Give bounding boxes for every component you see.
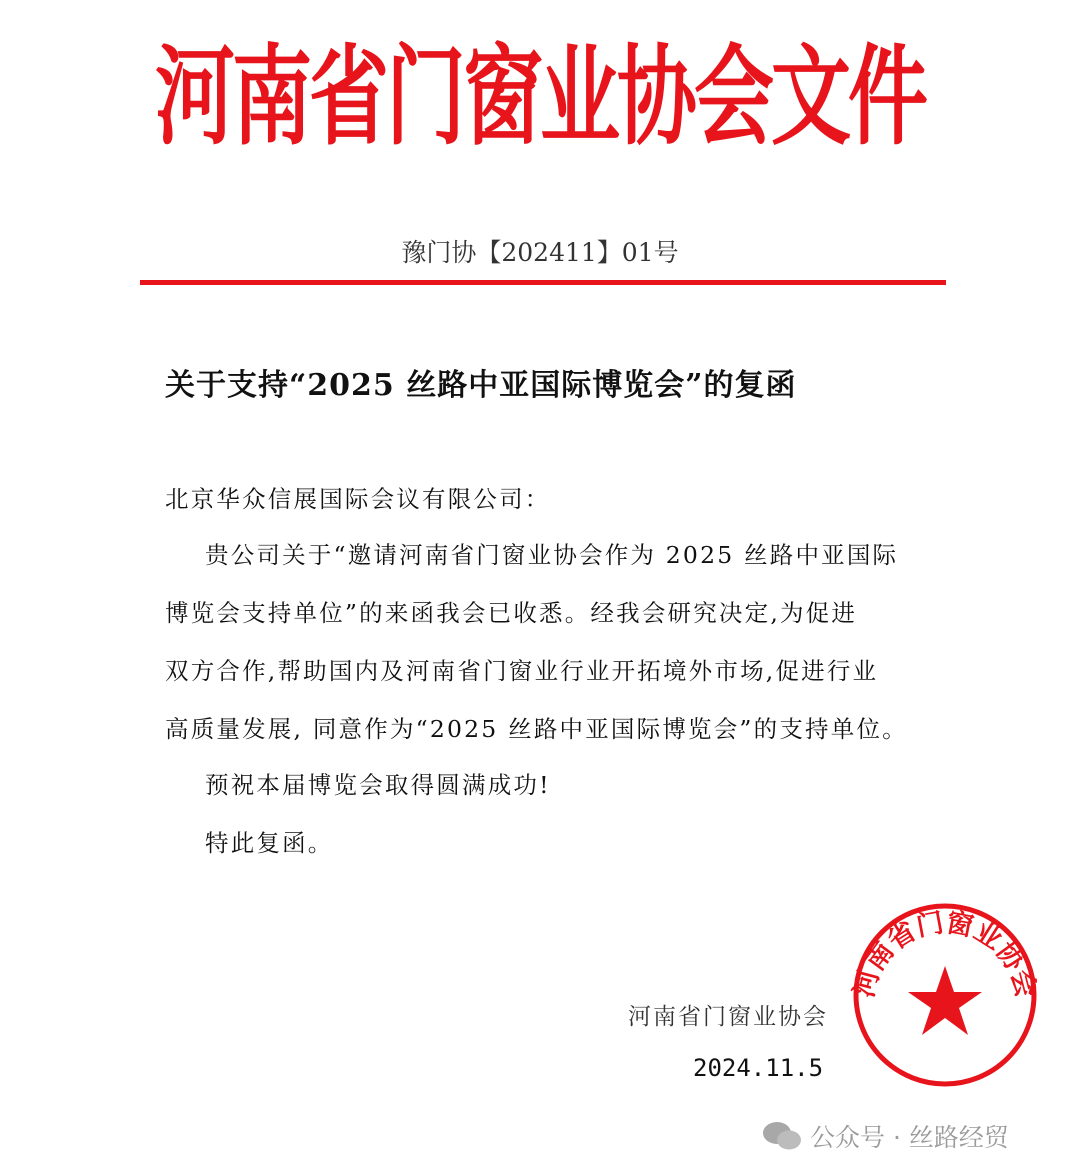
- signature-date: 2024.11.5: [693, 1054, 824, 1082]
- addressee: 北京华众信展国际会议有限公司：: [165, 485, 551, 513]
- signature-organization: 河南省门窗业协会: [628, 1004, 828, 1030]
- closing-line: 特此复函。: [205, 829, 334, 857]
- body-line: 博览会支持单位”的来函我会已收悉。经我会研究决定,为促进: [165, 599, 858, 627]
- body-line: 双方合作,帮助国内及河南省门窗业行业开拓境外市场,促进行业: [165, 657, 879, 685]
- wish-line: 预祝本届博览会取得圆满成功!: [205, 771, 551, 799]
- document-number: 豫门协【202411】01号: [401, 238, 679, 267]
- body-line: 高质量发展, 同意作为“2025 丝路中亚国际博览会”的支持单位。: [165, 715, 908, 743]
- svg-text:河南省门窗业协会: 河南省门窗业协会: [850, 907, 1040, 1001]
- wechat-icon: [762, 1120, 802, 1152]
- seal-icon: [850, 900, 1040, 1090]
- document-header-title: 河南省门窗业协会文件: [155, 32, 925, 160]
- red-divider: [140, 280, 946, 285]
- document-title: 关于支持“2025 丝路中亚国际博览会”的复函: [165, 368, 797, 403]
- official-seal: [850, 900, 1040, 1090]
- watermark: [762, 1118, 1009, 1154]
- body-line: 贵公司关于“邀请河南省门窗业协会作为 2025 丝路中亚国际: [205, 541, 899, 569]
- watermark-label: 公众号 · 丝路经贸: [810, 1123, 1009, 1152]
